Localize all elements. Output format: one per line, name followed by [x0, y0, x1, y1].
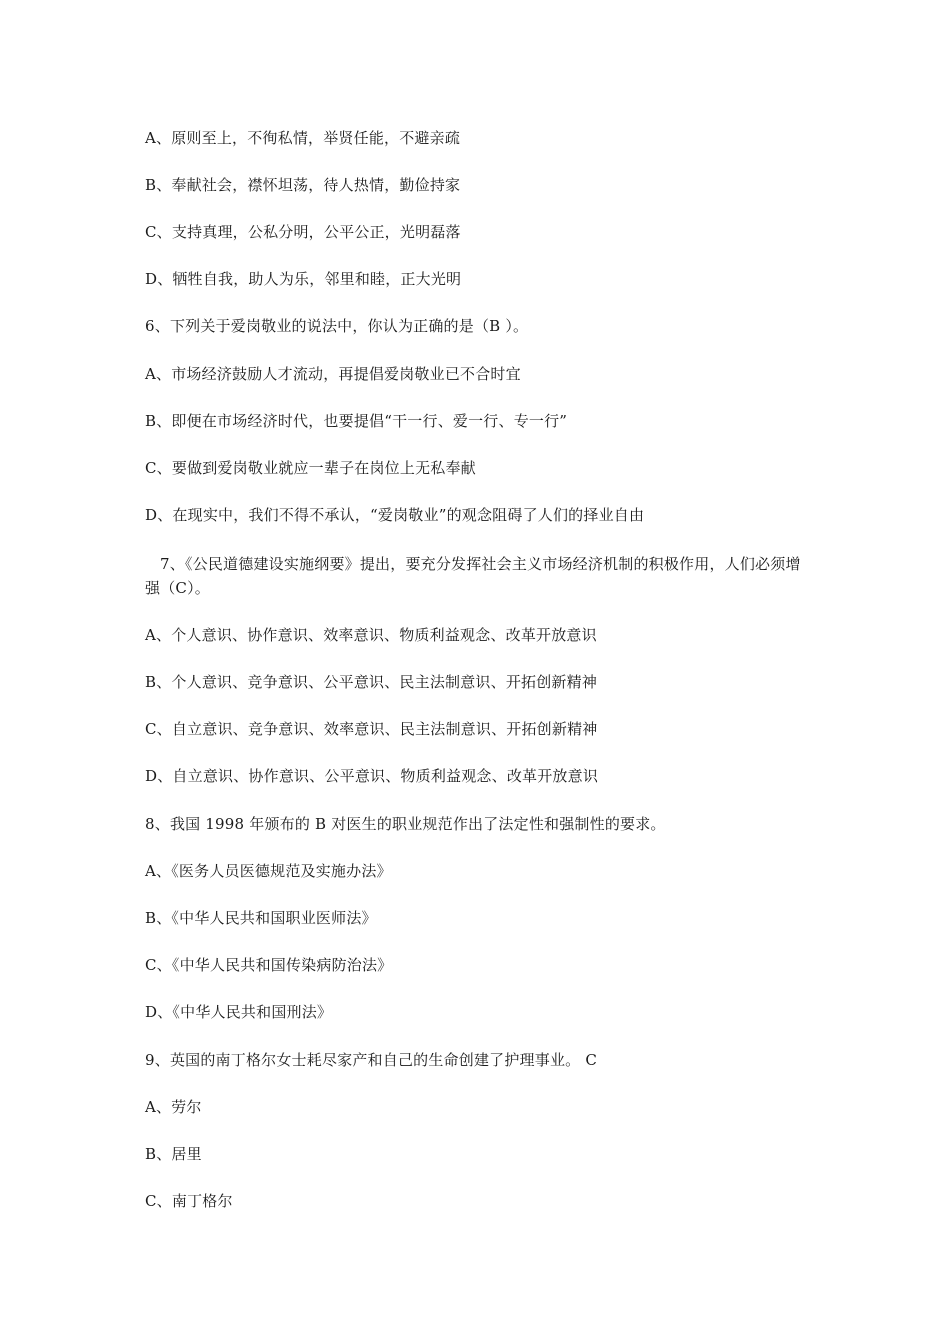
- q8-option-a: A、《医务人员医德规范及实施办法》: [145, 862, 392, 880]
- q6-question: 6、下列关于爱岗敬业的说法中，你认为正确的是（B ）。: [145, 317, 529, 335]
- q5-option-c: C、支持真理，公私分明，公平公正，光明磊落: [145, 223, 461, 241]
- q6-option-b: B、即便在市场经济时代，也要提倡“干一行、爱一行、专一行”: [145, 412, 568, 430]
- q6-option-a: A、市场经济鼓励人才流动，再提倡爱岗敬业已不合时宜: [145, 365, 521, 383]
- q6-option-c: C、要做到爱岗敬业就应一辈子在岗位上无私奉献: [145, 459, 476, 477]
- q7-option-b: B、个人意识、竞争意识、公平意识、民主法制意识、开拓创新精神: [145, 673, 598, 691]
- q7-option-a: A、个人意识、协作意识、效率意识、物质利益观念、改革开放意识: [145, 626, 597, 644]
- q9-option-c: C、南丁格尔: [145, 1192, 233, 1210]
- q5-option-b: B、奉献社会，襟怀坦荡，待人热情，勤俭持家: [145, 176, 461, 194]
- q9-question: 9、英国的南丁格尔女士耗尽家产和自己的生命创建了护理事业。 C: [145, 1051, 597, 1069]
- q8-option-b: B、《中华人民共和国职业医师法》: [145, 909, 377, 927]
- q6-option-d: D、在现实中，我们不得不承认，“爱岗敬业”的观念阻碍了人们的择业自由: [145, 506, 645, 524]
- q9-option-a: A、劳尔: [145, 1098, 202, 1116]
- q8-option-c: C、《中华人民共和国传染病防治法》: [145, 956, 393, 974]
- q5-option-d: D、牺牲自我，助人为乐，邻里和睦，正大光明: [145, 270, 462, 288]
- q7-option-d: D、自立意识、协作意识、公平意识、物质利益观念、改革开放意识: [145, 767, 599, 785]
- q5-option-a: A、原则至上，不徇私情，举贤任能，不避亲疏: [145, 129, 461, 147]
- q8-option-d: D、《中华人民共和国刑法》: [145, 1003, 333, 1021]
- q9-option-b: B、居里: [145, 1145, 202, 1163]
- q7-question: 7、《公民道德建设实施纲要》提出，要充分发挥社会主义市场经济机制的积极作用，人们必须增强（C）。: [145, 555, 801, 597]
- q8-question: 8、我国 1998 年颁布的 B 对医生的职业规范作出了法定性和强制性的要求。: [145, 815, 666, 833]
- q7-option-c: C、自立意识、竞争意识、效率意识、民主法制意识、开拓创新精神: [145, 720, 598, 738]
